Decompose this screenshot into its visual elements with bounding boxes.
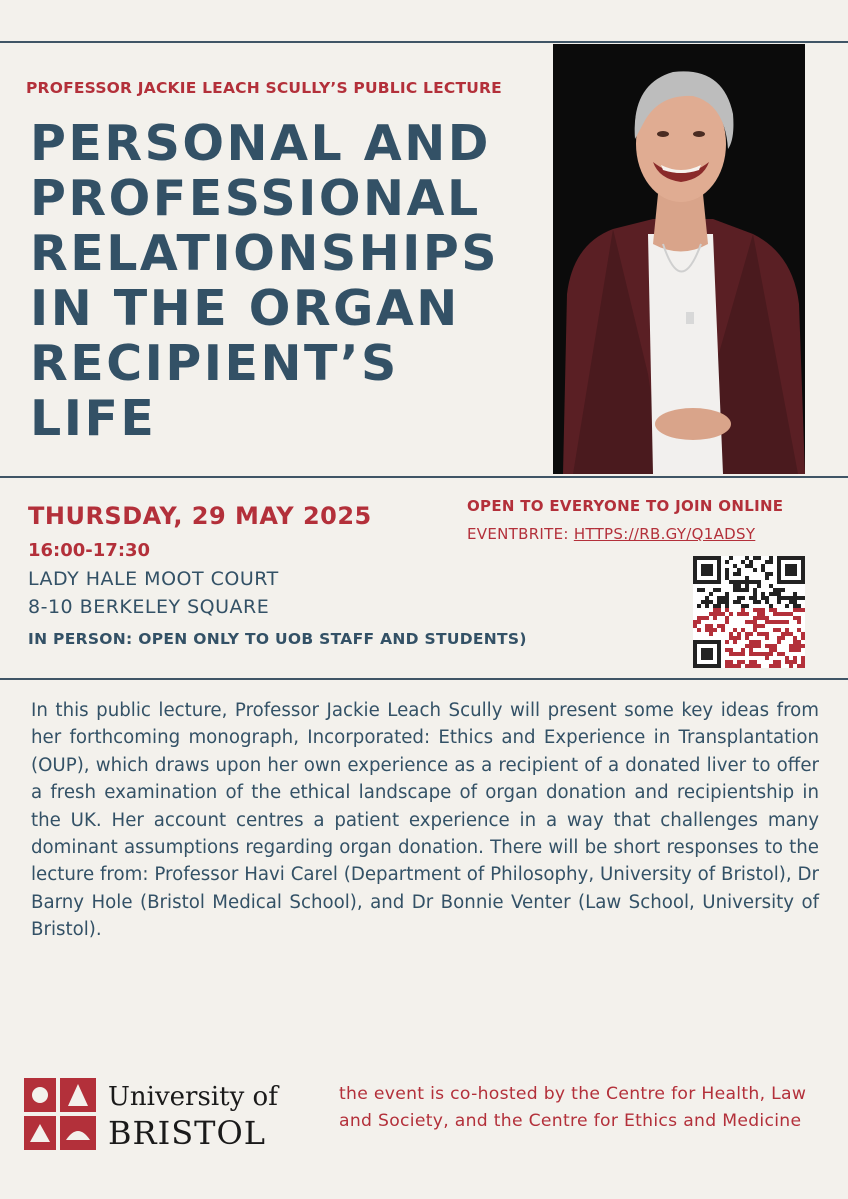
crest-icon (24, 1078, 96, 1150)
eventbrite-link[interactable]: HTTPS://RB.GY/Q1ADSY (573, 525, 756, 543)
header-divider (0, 476, 848, 478)
venue-address: 8-10 BERKELEY SQUARE (28, 596, 270, 618)
lecture-title (30, 116, 550, 446)
eventbrite-line (467, 525, 755, 543)
title-line: RELATIONSHIPS (30, 225, 500, 282)
details-divider (0, 678, 848, 680)
online-heading: OPEN TO EVERYONE TO JOIN ONLINE (467, 497, 784, 515)
speaker-photo (553, 44, 805, 474)
event-time: 16:00-17:30 (28, 540, 151, 561)
top-divider (0, 41, 848, 43)
in-person-note: IN PERSON: OPEN ONLY TO UOB STAFF AND STUDENTS) (28, 630, 527, 648)
title-line: LIFE (30, 390, 157, 447)
eventbrite-label: EVENTBRITE: (467, 525, 574, 543)
cohost-note: the event is co-hosted by the Centre for Health, Law and Society, and the Centre for Ethics and Medicine (339, 1084, 807, 1131)
title-line: PROFESSIONAL (30, 170, 481, 227)
title-line: RECIPIENT’S (30, 335, 399, 392)
lecture-kicker: PROFESSOR JACKIE LEACH SCULLY’S PUBLIC LECTURE (26, 79, 502, 97)
qr-code-icon[interactable] (693, 556, 805, 668)
venue-name: LADY HALE MOOT COURT (28, 568, 279, 590)
speaker-portrait (553, 44, 805, 474)
logo-text-line1: University of (108, 1082, 278, 1112)
logo-text-line2: BRISTOL (108, 1114, 266, 1152)
lecture-description: In this public lecture, Professor Jackie Leach Scully will present some key ideas from her forthcoming monograph, Incorporated: Ethics and Experience in Transplantation (OUP), which draws upon her own experience as a recipient of a donated liver to offer a fresh examination of the ethical landscape of organ donation and recipientship in the UK. Her account centres a patient experience in a way that challenges many dominant assumptions regarding organ donation. There will be short responses to the lecture from: Professor Havi Carel (Department of Philosophy, University of Bristol), Dr Barny Hole (Bristol Medical School), and Dr Bonnie Venter (Law School, University of Bristol). (31, 700, 819, 941)
event-date: THURSDAY, 29 MAY 2025 (28, 502, 372, 530)
title-line: IN THE ORGAN (30, 280, 460, 337)
title-line: PERSONAL AND (30, 115, 491, 172)
